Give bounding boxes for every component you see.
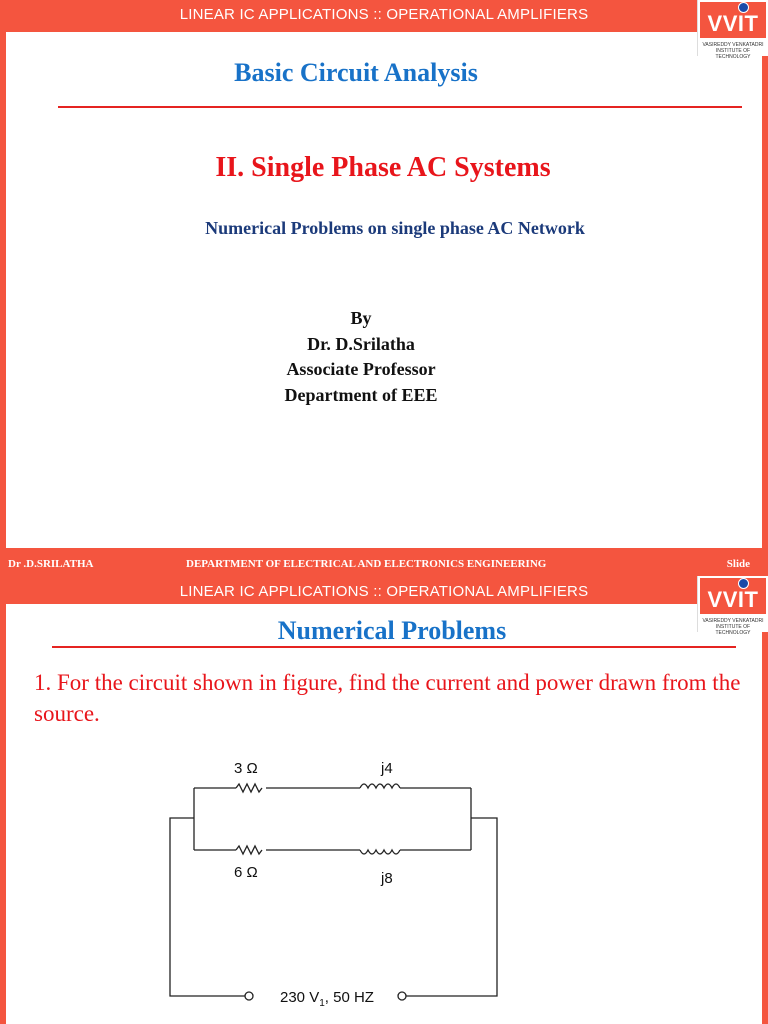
label-r1: 3 Ω [234, 760, 258, 777]
section-heading: II. Single Phase AC Systems [215, 152, 551, 183]
title-divider [58, 106, 742, 108]
footer-slide-label: Slide [726, 558, 750, 570]
slide-header [0, 0, 768, 32]
author-department: Department of EEE [284, 385, 438, 405]
inductor-j8 [360, 850, 400, 854]
vvit-logo: VVIT VASIREDDY VENKATADRI INSTITUTE OF TECHNOLOGY [697, 576, 768, 632]
section-subheading: Numerical Problems on single phase AC Network [205, 218, 585, 238]
source-terminal-left [245, 992, 253, 1000]
title-divider [52, 646, 736, 648]
label-r2: 6 Ω [234, 864, 258, 881]
problem-statement: 1. For the circuit shown in figure, find the current and power drawn from the source. [34, 670, 741, 726]
header-title: LINEAR IC APPLICATIONS :: OPERATIONAL AMPLIFIERS [179, 583, 589, 600]
resistor-6ohm [236, 846, 262, 854]
footer-department: DEPARTMENT OF ELECTRICAL AND ELECTRONICS ENGINEERING [186, 558, 547, 570]
inductor-j4 [360, 784, 400, 788]
slide-body [6, 32, 762, 548]
slide-title: Basic Circuit Analysis [234, 58, 478, 87]
vvit-logo: VVIT VASIREDDY VENKATADRI INSTITUTE OF TECHNOLOGY [697, 0, 768, 56]
author-name: Dr. D.Srilatha [307, 334, 415, 354]
resistor-3ohm [236, 784, 262, 792]
slide-title: Numerical Problems [277, 616, 507, 645]
author-by: By [350, 308, 372, 328]
label-l1: j4 [381, 760, 393, 777]
circuit-diagram [160, 752, 510, 1012]
footer-author: Dr .D.SRILATHA [8, 558, 94, 570]
header-title: LINEAR IC APPLICATIONS :: OPERATIONAL AMPLIFIERS [179, 6, 589, 23]
slide-2 [0, 576, 768, 1024]
author-position: Associate Professor [286, 359, 436, 379]
slide-footer [0, 548, 768, 576]
label-l2: j8 [381, 870, 393, 887]
source-terminal-right [398, 992, 406, 1000]
label-source: 230 $V_1$, 50 HZ [280, 989, 374, 1009]
